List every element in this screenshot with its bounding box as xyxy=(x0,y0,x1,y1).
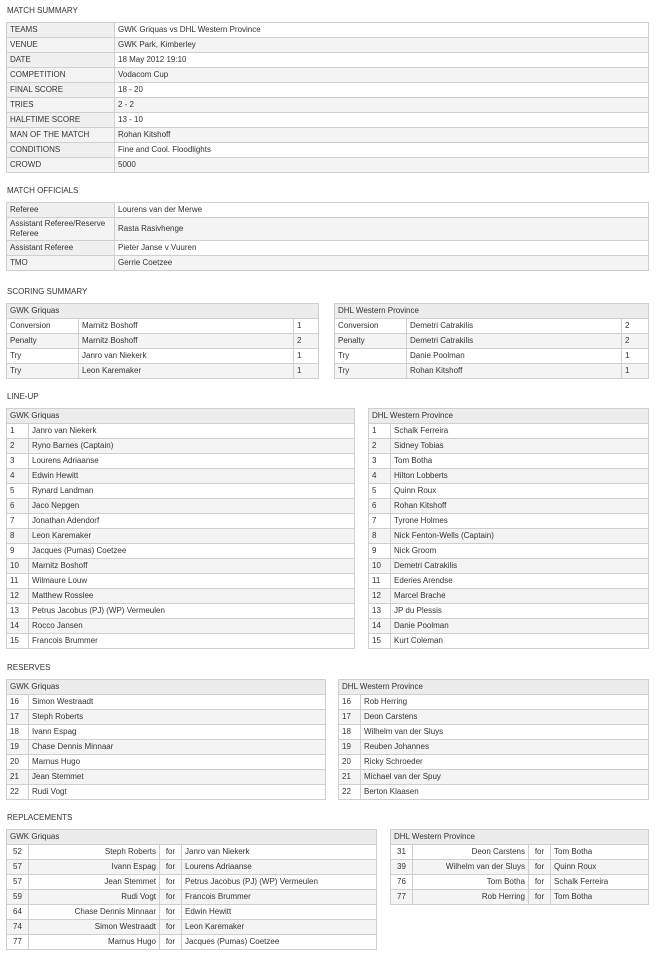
player-number: 6 xyxy=(7,499,29,514)
score-count: 2 xyxy=(622,319,649,334)
player-off: Francois Brummer xyxy=(182,890,377,905)
score-player: Marnitz Boshoff xyxy=(79,334,294,349)
table-row xyxy=(335,334,649,349)
row-value: Lourens van der Merwe xyxy=(115,203,649,218)
table-row xyxy=(7,143,649,158)
score-count: 1 xyxy=(622,349,649,364)
player-number: 6 xyxy=(369,499,391,514)
player-name: Tyrone Holmes xyxy=(391,514,649,529)
table-row xyxy=(7,53,649,68)
player-name: Deon Carstens xyxy=(361,710,649,725)
reserves-away-table xyxy=(338,679,649,800)
lineup-home-team: GWK Griquas xyxy=(7,409,355,424)
row-label: COMPETITION xyxy=(7,68,115,83)
row-label: CROWD xyxy=(7,158,115,173)
table-row xyxy=(7,98,649,113)
player-name: JP du Plessis xyxy=(391,604,649,619)
table-row xyxy=(369,634,649,649)
table-row xyxy=(7,218,649,241)
player-name: Rocco Jansen xyxy=(29,619,355,634)
replacement-minute: 52 xyxy=(7,845,29,860)
player-on: Jean Stemmet xyxy=(29,875,160,890)
table-row xyxy=(335,319,649,334)
player-number: 9 xyxy=(369,544,391,559)
row-label: CONDITIONS xyxy=(7,143,115,158)
table-row xyxy=(7,710,326,725)
score-player: Marnitz Boshoff xyxy=(79,319,294,334)
replacement-minute: 59 xyxy=(7,890,29,905)
reserves-title: RESERVES xyxy=(7,663,51,672)
score-player: Demetri Catrakilis xyxy=(407,334,622,349)
table-row xyxy=(7,256,649,271)
player-name: Nick Groom xyxy=(391,544,649,559)
player-off: Quinn Roux xyxy=(551,860,649,875)
player-number: 5 xyxy=(7,484,29,499)
score-player: Demetri Catrakilis xyxy=(407,319,622,334)
table-row xyxy=(369,529,649,544)
table-row xyxy=(339,755,649,770)
table-row xyxy=(369,469,649,484)
replacements-away-team: DHL Western Province xyxy=(391,830,649,845)
player-on: Rudi Vogt xyxy=(29,890,160,905)
player-number: 19 xyxy=(339,740,361,755)
score-type: Try xyxy=(335,364,407,379)
player-name: Ricky Schroeder xyxy=(361,755,649,770)
scoring-summary-title: SCORING SUMMARY xyxy=(7,287,88,296)
player-name: Steph Roberts xyxy=(29,710,326,725)
row-label: TEAMS xyxy=(7,23,115,38)
row-value: 5000 xyxy=(115,158,649,173)
table-row xyxy=(7,634,355,649)
player-number: 12 xyxy=(369,589,391,604)
table-row xyxy=(369,574,649,589)
player-on: Steph Roberts xyxy=(29,845,160,860)
player-name: Chase Dennis Minnaar xyxy=(29,740,326,755)
player-number: 20 xyxy=(339,755,361,770)
player-number: 1 xyxy=(7,424,29,439)
score-type: Penalty xyxy=(335,334,407,349)
player-name: Michael van der Spuy xyxy=(361,770,649,785)
player-off: Petrus Jacobus (PJ) (WP) Vermeulen xyxy=(182,875,377,890)
table-row xyxy=(7,544,355,559)
row-value: Fine and Cool. Floodlights xyxy=(115,143,649,158)
table-row xyxy=(7,589,355,604)
player-name: Sidney Tobias xyxy=(391,439,649,454)
table-row xyxy=(7,158,649,173)
row-label: MAN OF THE MATCH xyxy=(7,128,115,143)
player-number: 14 xyxy=(369,619,391,634)
player-name: Ryno Barnes (Captain) xyxy=(29,439,355,454)
row-value: 13 - 10 xyxy=(115,113,649,128)
player-name: Matthew Rosslee xyxy=(29,589,355,604)
player-number: 8 xyxy=(7,529,29,544)
player-name: Schalk Ferreira xyxy=(391,424,649,439)
player-name: Marnitz Boshoff xyxy=(29,559,355,574)
player-name: Demetri Catrakilis xyxy=(391,559,649,574)
row-label: FINAL SCORE xyxy=(7,83,115,98)
player-number: 11 xyxy=(7,574,29,589)
score-player: Danie Poolman xyxy=(407,349,622,364)
score-player: Janro van Niekerk xyxy=(79,349,294,364)
player-name: Petrus Jacobus (PJ) (WP) Vermeulen xyxy=(29,604,355,619)
player-number: 18 xyxy=(339,725,361,740)
player-off: Tom Botha xyxy=(551,890,649,905)
table-row xyxy=(339,695,649,710)
for-label: for xyxy=(529,860,551,875)
player-on: Marnus Hugo xyxy=(29,935,160,950)
score-player: Rohan Kitshoff xyxy=(407,364,622,379)
player-name: Edwin Hewitt xyxy=(29,469,355,484)
score-type: Conversion xyxy=(335,319,407,334)
table-row xyxy=(7,875,377,890)
player-number: 19 xyxy=(7,740,29,755)
player-off: Lourens Adriaanse xyxy=(182,860,377,875)
reserves-away-team: DHL Western Province xyxy=(339,680,649,695)
scoring-away-table xyxy=(334,303,649,379)
score-type: Try xyxy=(7,364,79,379)
player-name: Jacques (Pumas) Coetzee xyxy=(29,544,355,559)
row-value: 18 May 2012 19:10 xyxy=(115,53,649,68)
score-type: Conversion xyxy=(7,319,79,334)
table-row xyxy=(339,725,649,740)
reserves-home-table xyxy=(6,679,326,800)
table-row xyxy=(369,619,649,634)
row-label: DATE xyxy=(7,53,115,68)
player-number: 13 xyxy=(369,604,391,619)
for-label: for xyxy=(160,875,182,890)
table-row xyxy=(7,935,377,950)
player-number: 22 xyxy=(7,785,29,800)
table-row xyxy=(339,710,649,725)
player-number: 21 xyxy=(339,770,361,785)
player-number: 22 xyxy=(339,785,361,800)
row-label: Assistant Referee xyxy=(7,241,115,256)
table-row xyxy=(7,68,649,83)
player-number: 12 xyxy=(7,589,29,604)
table-row xyxy=(7,364,319,379)
player-off: Edwin Hewitt xyxy=(182,905,377,920)
table-row xyxy=(369,559,649,574)
player-name: Kurt Coleman xyxy=(391,634,649,649)
match-summary-title: MATCH SUMMARY xyxy=(7,6,78,15)
score-player: Leon Karemaker xyxy=(79,364,294,379)
player-name: Quinn Roux xyxy=(391,484,649,499)
table-row xyxy=(335,349,649,364)
player-name: Danie Poolman xyxy=(391,619,649,634)
table-row xyxy=(7,740,326,755)
score-type: Penalty xyxy=(7,334,79,349)
player-name: Jaco Nepgen xyxy=(29,499,355,514)
player-name: Janro van Niekerk xyxy=(29,424,355,439)
player-on: Wilhelm van der Sluys xyxy=(413,860,529,875)
table-row xyxy=(7,619,355,634)
table-row xyxy=(7,83,649,98)
player-number: 7 xyxy=(369,514,391,529)
player-number: 8 xyxy=(369,529,391,544)
score-count: 1 xyxy=(622,364,649,379)
row-label: Referee xyxy=(7,203,115,218)
table-row xyxy=(369,514,649,529)
table-row xyxy=(7,128,649,143)
player-number: 3 xyxy=(369,454,391,469)
match-officials-table xyxy=(6,202,649,271)
player-off: Janro van Niekerk xyxy=(182,845,377,860)
table-row xyxy=(7,334,319,349)
player-name: Lourens Adriaanse xyxy=(29,454,355,469)
scoring-home-table xyxy=(6,303,319,379)
table-row xyxy=(391,875,649,890)
player-name: Jonathan Adendorf xyxy=(29,514,355,529)
table-row xyxy=(391,845,649,860)
table-row xyxy=(369,439,649,454)
player-name: Wilmaure Louw xyxy=(29,574,355,589)
for-label: for xyxy=(160,935,182,950)
for-label: for xyxy=(160,845,182,860)
lineup-title: LINE-UP xyxy=(7,392,39,401)
table-row xyxy=(7,770,326,785)
score-count: 1 xyxy=(294,349,319,364)
player-off: Jacques (Pumas) Coetzee xyxy=(182,935,377,950)
player-name: Ivann Espag xyxy=(29,725,326,740)
player-on: Deon Carstens xyxy=(413,845,529,860)
player-name: Simon Westraadt xyxy=(29,695,326,710)
for-label: for xyxy=(529,875,551,890)
table-row xyxy=(7,203,649,218)
table-row xyxy=(7,319,319,334)
table-row xyxy=(7,845,377,860)
player-name: Francois Brummer xyxy=(29,634,355,649)
player-name: Marcel Brache xyxy=(391,589,649,604)
row-value: GWK Park, Kimberley xyxy=(115,38,649,53)
table-row xyxy=(339,740,649,755)
player-number: 1 xyxy=(369,424,391,439)
table-row xyxy=(391,860,649,875)
player-name: Wilhelm van der Sluys xyxy=(361,725,649,740)
player-off: Leon Karemaker xyxy=(182,920,377,935)
for-label: for xyxy=(529,845,551,860)
player-number: 3 xyxy=(7,454,29,469)
table-row xyxy=(7,499,355,514)
row-label: TRIES xyxy=(7,98,115,113)
table-row xyxy=(7,23,649,38)
row-value: Vodacom Cup xyxy=(115,68,649,83)
table-row xyxy=(335,364,649,379)
player-number: 15 xyxy=(369,634,391,649)
row-value: GWK Griquas vs DHL Western Province xyxy=(115,23,649,38)
for-label: for xyxy=(529,890,551,905)
table-row xyxy=(7,559,355,574)
row-label: VENUE xyxy=(7,38,115,53)
player-number: 11 xyxy=(369,574,391,589)
player-on: Ivann Espag xyxy=(29,860,160,875)
table-row xyxy=(339,770,649,785)
player-number: 4 xyxy=(7,469,29,484)
table-row xyxy=(7,424,355,439)
table-row xyxy=(7,439,355,454)
replacement-minute: 57 xyxy=(7,875,29,890)
player-number: 18 xyxy=(7,725,29,740)
player-number: 2 xyxy=(369,439,391,454)
match-summary-table xyxy=(6,22,649,173)
table-row xyxy=(7,725,326,740)
for-label: for xyxy=(160,905,182,920)
scoring-home-team: GWK Griquas xyxy=(7,304,319,319)
table-row xyxy=(7,785,326,800)
player-number: 16 xyxy=(7,695,29,710)
player-number: 9 xyxy=(7,544,29,559)
for-label: for xyxy=(160,860,182,875)
row-value: Gerrie Coetzee xyxy=(115,256,649,271)
table-row xyxy=(369,499,649,514)
player-number: 2 xyxy=(7,439,29,454)
table-row xyxy=(391,890,649,905)
player-name: Reuben Johannes xyxy=(361,740,649,755)
table-row xyxy=(7,695,326,710)
table-row xyxy=(7,860,377,875)
score-type: Try xyxy=(7,349,79,364)
replacement-minute: 74 xyxy=(7,920,29,935)
table-row xyxy=(7,604,355,619)
replacements-home-team: GWK Griquas xyxy=(7,830,377,845)
player-name: Berton Klaasen xyxy=(361,785,649,800)
replacement-minute: 39 xyxy=(391,860,413,875)
player-number: 15 xyxy=(7,634,29,649)
table-row xyxy=(7,241,649,256)
player-number: 10 xyxy=(7,559,29,574)
table-row xyxy=(7,755,326,770)
row-value: Rohan Kitshoff xyxy=(115,128,649,143)
reserves-home-team: GWK Griquas xyxy=(7,680,326,695)
table-row xyxy=(7,514,355,529)
player-name: Ederies Arendse xyxy=(391,574,649,589)
lineup-away-team: DHL Western Province xyxy=(369,409,649,424)
for-label: for xyxy=(160,890,182,905)
table-row xyxy=(7,905,377,920)
player-number: 5 xyxy=(369,484,391,499)
row-value: Pieter Janse v Vuuren xyxy=(115,241,649,256)
player-name: Rob Herring xyxy=(361,695,649,710)
row-label: TMO xyxy=(7,256,115,271)
player-name: Jean Stemmet xyxy=(29,770,326,785)
player-number: 7 xyxy=(7,514,29,529)
replacement-minute: 64 xyxy=(7,905,29,920)
player-number: 21 xyxy=(7,770,29,785)
table-row xyxy=(7,529,355,544)
table-row xyxy=(7,38,649,53)
table-row xyxy=(339,785,649,800)
player-number: 16 xyxy=(339,695,361,710)
match-officials-title: MATCH OFFICIALS xyxy=(7,186,79,195)
player-off: Tom Botha xyxy=(551,845,649,860)
player-number: 10 xyxy=(369,559,391,574)
table-row xyxy=(7,469,355,484)
table-row xyxy=(7,890,377,905)
score-count: 1 xyxy=(294,364,319,379)
lineup-home-table xyxy=(6,408,355,649)
player-name: Nick Fenton-Wells (Captain) xyxy=(391,529,649,544)
replacement-minute: 77 xyxy=(7,935,29,950)
table-row xyxy=(7,484,355,499)
player-number: 4 xyxy=(369,469,391,484)
player-name: Rohan Kitshoff xyxy=(391,499,649,514)
replacement-minute: 57 xyxy=(7,860,29,875)
player-number: 13 xyxy=(7,604,29,619)
table-row xyxy=(369,544,649,559)
player-on: Chase Dennis Minnaar xyxy=(29,905,160,920)
player-on: Simon Westraadt xyxy=(29,920,160,935)
table-row xyxy=(369,424,649,439)
player-name: Hilton Lobberts xyxy=(391,469,649,484)
player-name: Tom Botha xyxy=(391,454,649,469)
row-value: 2 - 2 xyxy=(115,98,649,113)
table-row xyxy=(7,454,355,469)
player-name: Rynard Landman xyxy=(29,484,355,499)
score-type: Try xyxy=(335,349,407,364)
row-value: Rasta Rasivhenge xyxy=(115,218,649,241)
for-label: for xyxy=(160,920,182,935)
player-name: Marnus Hugo xyxy=(29,755,326,770)
replacements-title: REPLACEMENTS xyxy=(7,813,73,822)
row-value: 18 - 20 xyxy=(115,83,649,98)
row-label: Assistant Referee/Reserve Referee xyxy=(7,218,115,241)
replacements-home-table xyxy=(6,829,377,950)
replacement-minute: 31 xyxy=(391,845,413,860)
table-row xyxy=(369,589,649,604)
score-count: 1 xyxy=(294,319,319,334)
table-row xyxy=(369,454,649,469)
replacement-minute: 76 xyxy=(391,875,413,890)
player-name: Leon Karemaker xyxy=(29,529,355,544)
table-row xyxy=(7,113,649,128)
player-number: 17 xyxy=(7,710,29,725)
replacement-minute: 77 xyxy=(391,890,413,905)
table-row xyxy=(369,484,649,499)
score-count: 2 xyxy=(294,334,319,349)
score-count: 2 xyxy=(622,334,649,349)
player-on: Rob Herring xyxy=(413,890,529,905)
replacements-away-table xyxy=(390,829,649,905)
row-label: HALFTIME SCORE xyxy=(7,113,115,128)
player-name: Rudi Vogt xyxy=(29,785,326,800)
player-off: Schalk Ferreira xyxy=(551,875,649,890)
lineup-away-table xyxy=(368,408,649,649)
player-number: 14 xyxy=(7,619,29,634)
scoring-away-team: DHL Western Province xyxy=(335,304,649,319)
table-row xyxy=(7,574,355,589)
player-on: Tom Botha xyxy=(413,875,529,890)
table-row xyxy=(7,349,319,364)
table-row xyxy=(369,604,649,619)
table-row xyxy=(7,920,377,935)
player-number: 17 xyxy=(339,710,361,725)
player-number: 20 xyxy=(7,755,29,770)
